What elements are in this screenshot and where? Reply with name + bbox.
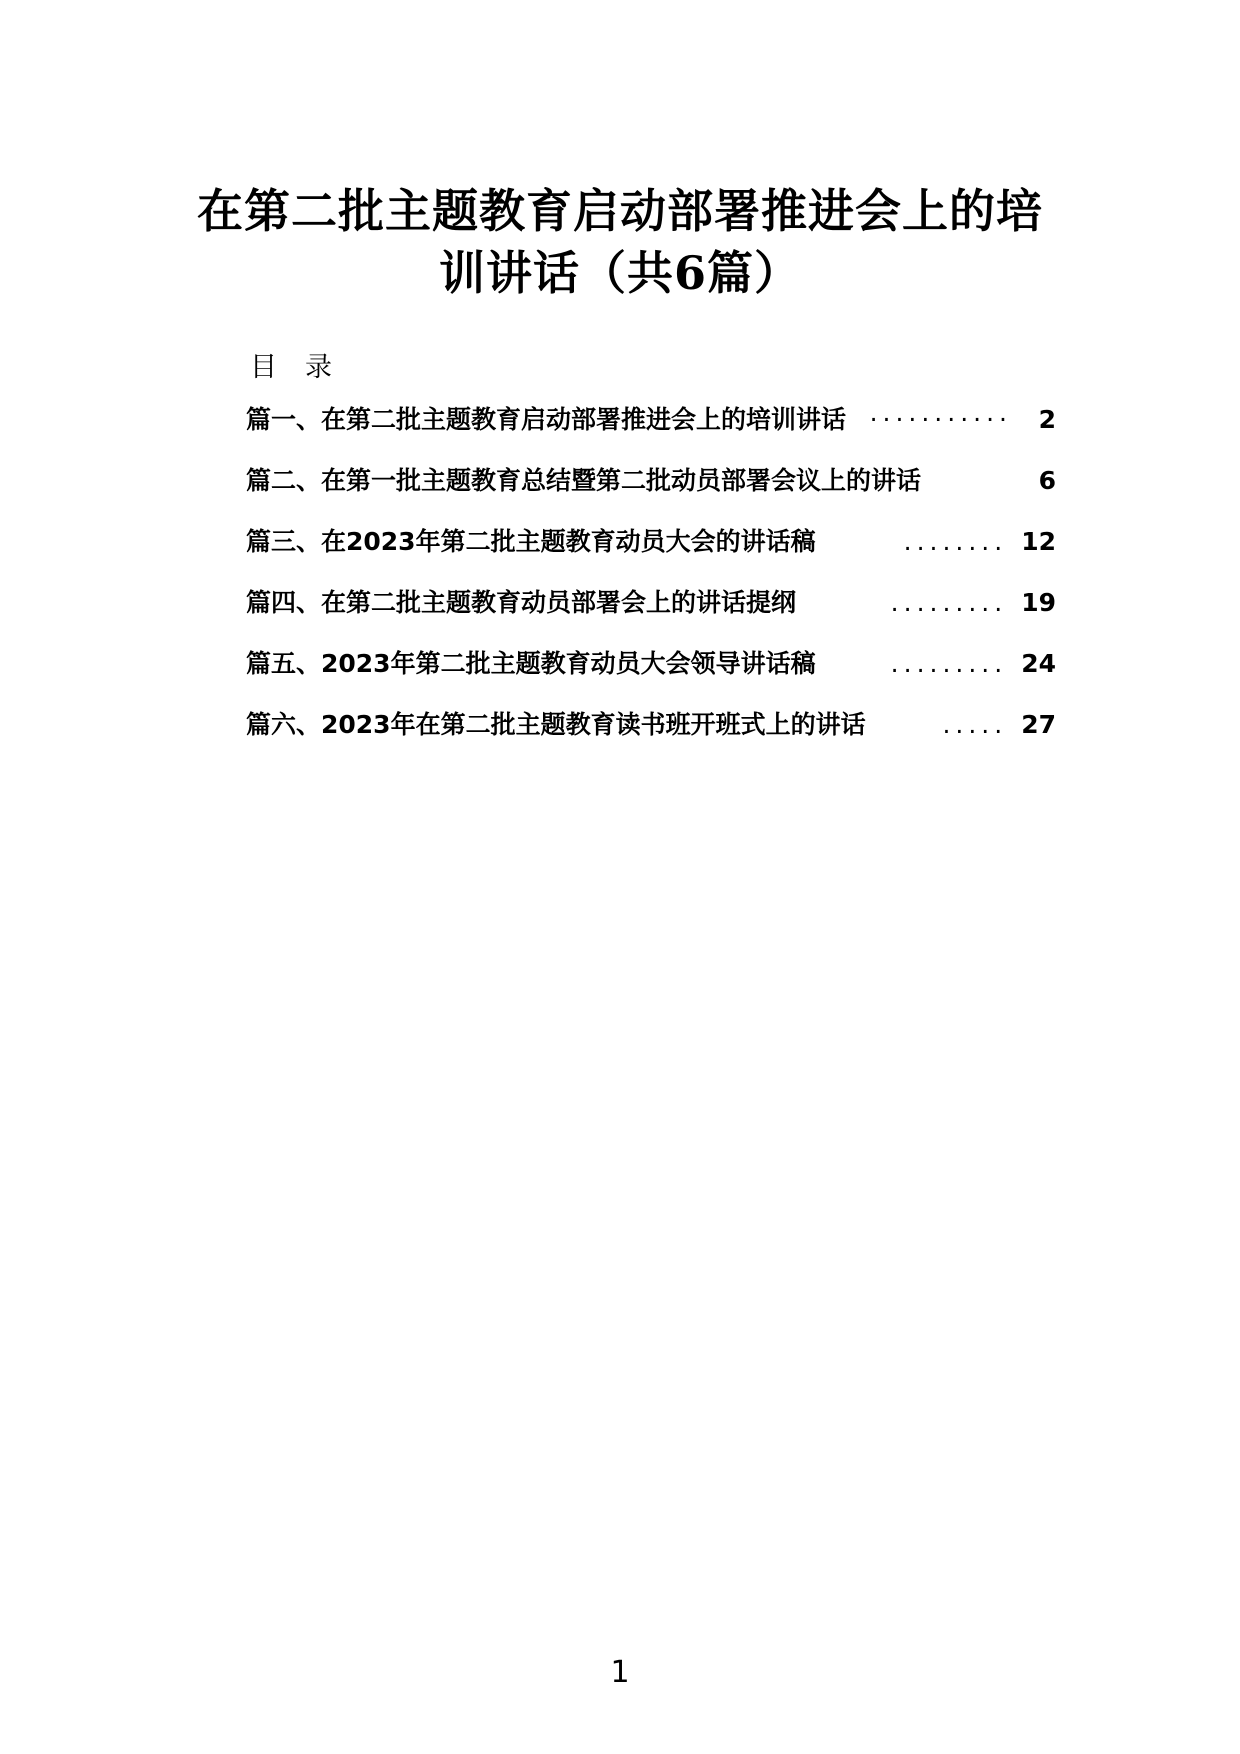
- toc-entry-page: 24: [1021, 649, 1056, 678]
- toc-entry-page: 2: [1038, 405, 1056, 434]
- toc-entry-title: 篇二、在第一批主题教育总结暨第二批动员部署会议上的讲话: [246, 466, 922, 495]
- toc-entry-3[interactable]: [246, 522, 1056, 583]
- toc-entry-title: 篇六、2023年在第二批主题教育读书班开班式上的讲话: [246, 710, 866, 739]
- toc-leader-dots: .........: [890, 588, 1008, 617]
- page-number: 1: [610, 1655, 630, 1690]
- toc-entry-page: 6: [1038, 466, 1056, 495]
- toc-entry-title: 篇三、在2023年第二批主题教育动员大会的讲话稿: [246, 527, 816, 556]
- table-of-contents: [246, 400, 1056, 766]
- toc-entry-1[interactable]: [246, 400, 1056, 461]
- toc-entry-page: 19: [1021, 588, 1056, 617]
- document-title-line-2: 训讲话（共6篇）: [438, 246, 801, 300]
- toc-entry-4[interactable]: [246, 583, 1056, 644]
- document-title: [150, 180, 1090, 304]
- toc-entry-5[interactable]: [246, 644, 1056, 705]
- toc-entry-6[interactable]: [246, 705, 1056, 766]
- toc-leader-dots: .........: [890, 649, 1008, 678]
- toc-entry-page: 27: [1021, 710, 1056, 739]
- toc-entry-title: 篇四、在第二批主题教育动员部署会上的讲话提纲: [246, 588, 797, 617]
- document-title-line-1: 在第二批主题教育启动部署推进会上的培: [197, 184, 1043, 238]
- toc-leader-dots: ........: [903, 527, 1008, 556]
- toc-entry-2[interactable]: [246, 461, 1056, 522]
- toc-entry-page: 12: [1021, 527, 1056, 556]
- toc-entry-title: 篇五、2023年第二批主题教育动员大会领导讲话稿: [246, 649, 816, 678]
- toc-entry-title: 篇一、在第二批主题教育启动部署推进会上的培训讲话: [246, 405, 847, 434]
- toc-leader-dots: ···········: [869, 405, 1012, 434]
- toc-heading: 目录: [250, 352, 360, 383]
- toc-leader-dots: .....: [942, 710, 1008, 739]
